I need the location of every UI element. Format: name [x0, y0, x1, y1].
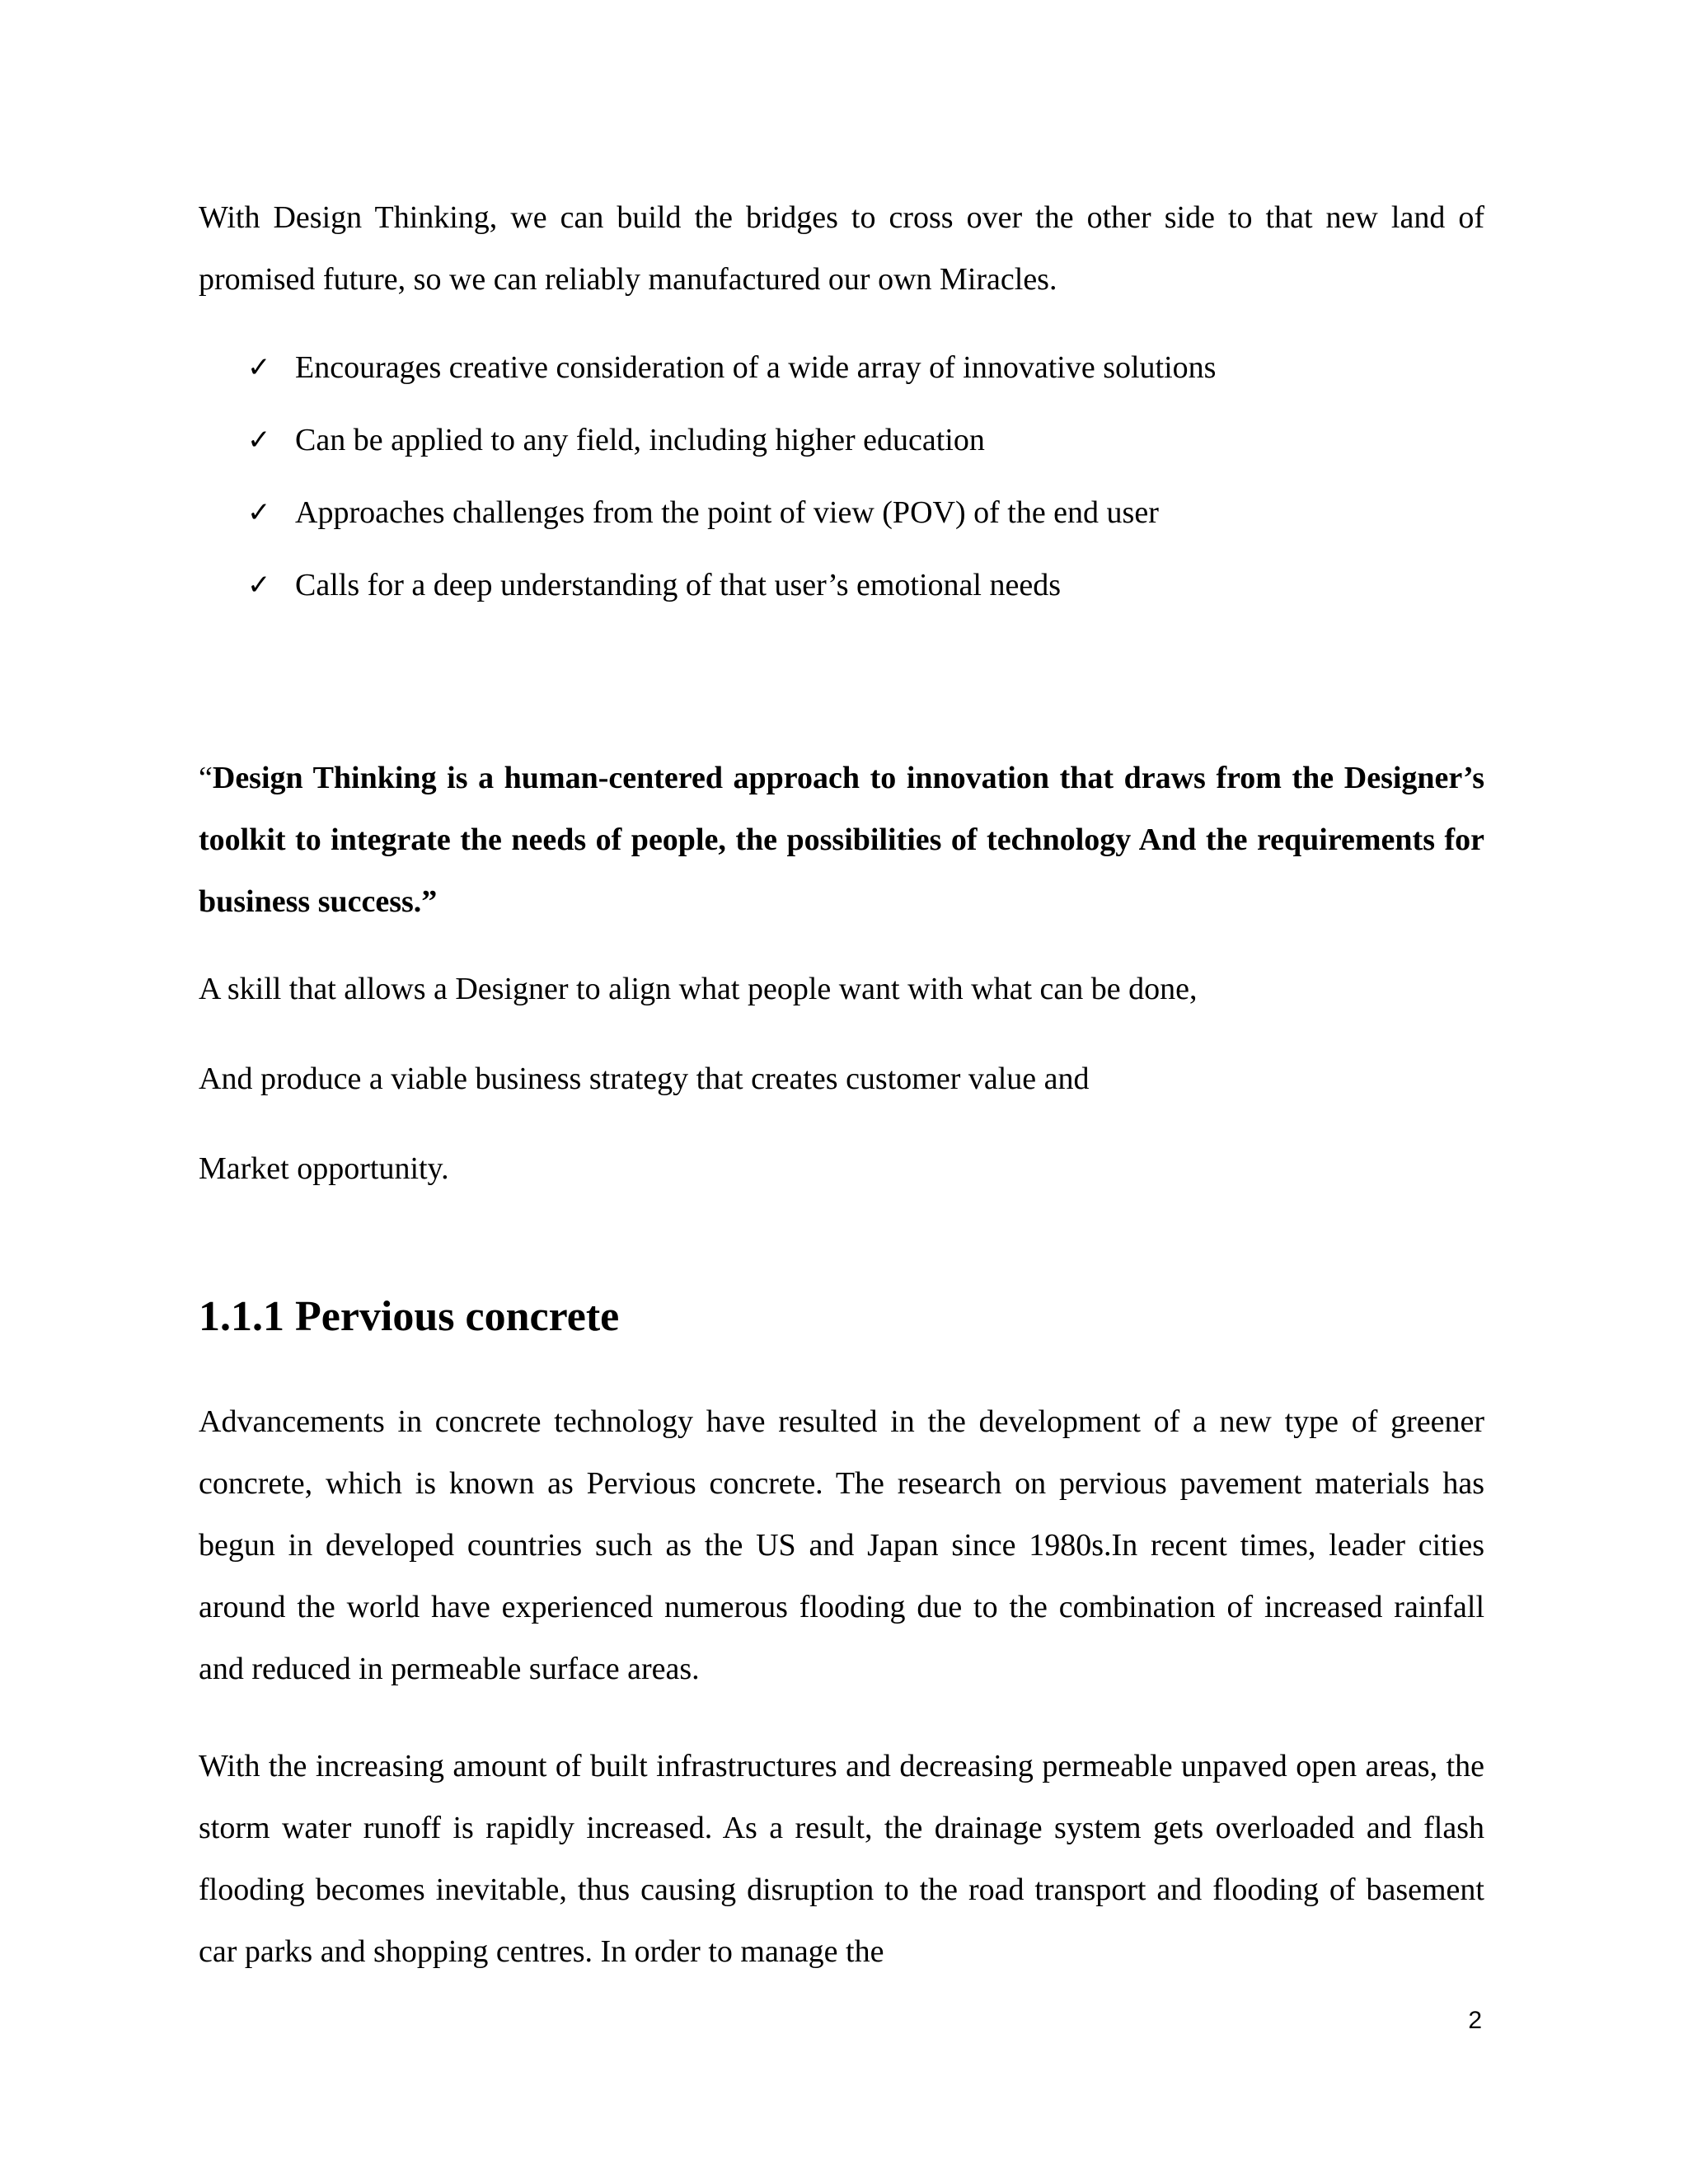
checklist-item-text: Calls for a deep understanding of that user’s emotional needs	[295, 568, 1061, 602]
checklist-item-text: Can be applied to any field, including higher education	[295, 423, 985, 457]
check-mark-icon: ✓	[247, 424, 271, 457]
checklist-item-text: Encourages creative consideration of a wide array of innovative solutions	[295, 350, 1217, 385]
definition-quote	[199, 748, 1484, 933]
check-mark-icon: ✓	[247, 569, 271, 602]
quote-text: Design Thinking is a human-centered approach to innovation that draws from the Designer’s toolkit to integrate the needs of people, the possibilities of technology And the requirements for business success.”	[199, 761, 1484, 919]
page-number: 2	[1468, 2007, 1482, 2034]
skill-line-3: Market opportunity.	[199, 1151, 449, 1186]
section-heading: 1.1.1 Pervious concrete	[199, 1293, 620, 1340]
intro-paragraph: With Design Thinking, we can build the bridges to cross over the other side to that new land of promised future, so we can reliably manufactured our own Miracles.	[199, 200, 1484, 297]
pervious-paragraph-2: With the increasing amount of built infrastructures and decreasing permeable unpaved open areas, the storm water runoff is rapidly increased. As a result, the drainage system gets overloaded and flash flooding becomes inevitable, thus causing disruption to the road transport and flooding of basement car parks and shopping centres. In order to manage the	[199, 1749, 1484, 1969]
pervious-paragraph-1: Advancements in concrete technology have resulted in the development of a new type of greener concrete, which is known as Pervious concrete. The research on pervious pavement materials has begun in developed countries such as the US and Japan since 1980s.In recent times, leader cities around the world have experienced numerous flooding due to the combination of increased rainfall and reduced in permeable surface areas.	[199, 1404, 1484, 1686]
benefits-checklist	[247, 331, 1216, 621]
check-mark-icon: ✓	[247, 351, 271, 384]
checklist-item	[247, 404, 1216, 476]
checklist-item	[247, 549, 1216, 621]
checklist-item-text: Approaches challenges from the point of view (POV) of the end user	[295, 495, 1159, 530]
check-mark-icon: ✓	[247, 496, 271, 529]
skill-line-2: And produce a viable business strategy that creates customer value and	[199, 1062, 1090, 1096]
checklist-item	[247, 476, 1216, 549]
checklist-item	[247, 331, 1216, 404]
skill-line-1: A skill that allows a Designer to align what people want with what can be done,	[199, 972, 1198, 1006]
quote-open-mark: “	[199, 761, 213, 795]
